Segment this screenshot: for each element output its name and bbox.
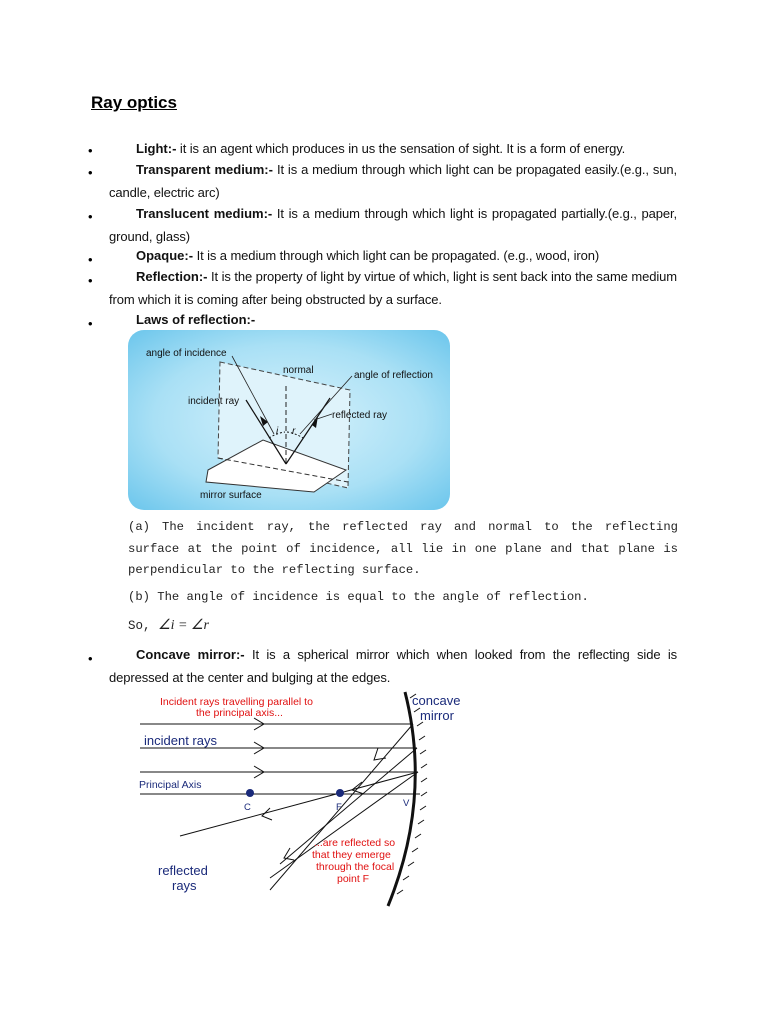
so-prefix: So,: [128, 619, 159, 633]
definition: It is a spherical mirror which when looked from the reflecting side is depressed at the center and bulging at the edges.: [109, 647, 678, 685]
label-red-top-2: the principal axis...: [196, 707, 283, 719]
label-mirror-surface: mirror surface: [200, 490, 262, 501]
label-normal: normal: [283, 365, 314, 376]
so-equation: ∠i = ∠r: [158, 618, 209, 633]
list-item-concave-mirror: [109, 643, 677, 689]
point-f: [336, 789, 344, 797]
label-reflected-ray: reflected ray: [332, 410, 388, 421]
reflection-diagram: [128, 330, 450, 510]
definition: It is a medium through which light can be propagated. (e.g., wood, iron): [193, 248, 600, 263]
list-item-reflection: [109, 265, 677, 311]
definition: it is an agent which produces in us the sensation of sight. It is a form of energy.: [176, 141, 626, 156]
label-principal-axis: Principal Axis: [139, 779, 202, 791]
term: Light:-: [136, 141, 177, 156]
definition: It is the property of light by virtue of which, light is sent back into the same medium from which it is coming after being obstructed by a surface.: [109, 269, 677, 307]
bullet: •: [88, 165, 93, 180]
list-item-transparent: [109, 158, 677, 204]
label-v: V: [403, 798, 410, 809]
label-red-bottom-4: point F: [337, 873, 370, 885]
point-c: [246, 789, 254, 797]
label-red-bottom-1: ...are reflected so: [314, 837, 396, 849]
label-red-top-1: Incident rays travelling parallel to: [160, 696, 313, 708]
label-rays: rays: [172, 878, 197, 893]
label-i: i: [276, 426, 279, 437]
definition: It is a medium through which light can be propagated easily.(e.g., sun, candle, electric arc): [109, 162, 677, 200]
label-angle-of-incidence: angle of incidence: [146, 348, 227, 359]
label-mirror: mirror: [420, 708, 454, 723]
list-item-opaque: [109, 244, 677, 267]
bullet: •: [88, 143, 93, 158]
term: Transparent medium:-: [136, 162, 273, 177]
list-item-laws: [109, 308, 677, 331]
term: Reflection:-: [136, 269, 208, 284]
bullet: •: [88, 252, 93, 267]
term: Translucent medium:-: [136, 206, 273, 221]
label-angle-of-reflection: angle of reflection: [354, 370, 433, 381]
label-red-bottom-3: through the focal: [316, 861, 395, 873]
definition: It is a medium through which light is propagated partially.(e.g., paper, ground, glass): [109, 206, 677, 244]
page-title: Ray optics: [91, 93, 177, 112]
label-incident-ray: incident ray: [188, 396, 240, 407]
bullet: •: [88, 316, 93, 331]
law-a: (a) The incident ray, the reflected ray and normal to the reflecting surface at the point of incidence, all lie in one plane and that plane is perpendicular to the reflecting surface.: [128, 520, 678, 577]
bullet: •: [88, 273, 93, 288]
bullet: •: [88, 209, 93, 224]
label-c: C: [244, 802, 251, 813]
label-f: F: [336, 802, 342, 813]
bullet: •: [88, 651, 93, 666]
concave-mirror-diagram: [130, 688, 470, 910]
term: Laws of reflection:-: [136, 312, 256, 327]
label-concave: concave: [412, 693, 461, 708]
label-r: r: [292, 426, 296, 437]
list-item-translucent: [109, 202, 677, 248]
so-line: [128, 617, 209, 634]
law-b: (b) The angle of incidence is equal to the angle of reflection.: [128, 590, 589, 604]
term: Opaque:-: [136, 248, 194, 263]
label-reflected: reflected: [158, 863, 208, 878]
list-item-light: [109, 137, 677, 160]
label-red-bottom-2: that they emerge: [312, 849, 391, 861]
label-incident-rays: incident rays: [144, 733, 217, 748]
term: Concave mirror:-: [136, 647, 245, 662]
